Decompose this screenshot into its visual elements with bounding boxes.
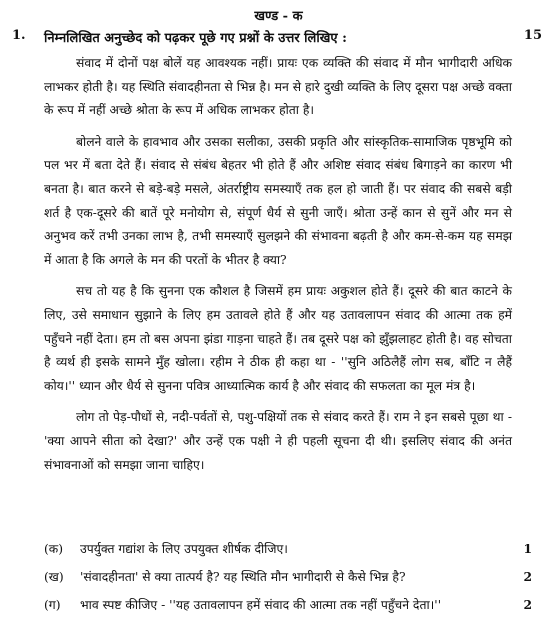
passage-paragraph-2: बोलने वाले के हावभाव और उसका सलीका, उसकी प्रकृति और सांस्कृतिक-सामाजिक पृष्ठभूमि को पल भर में बता देते हैं। संवाद से संबंध बेहतर भी होते हैं और अशिष्ट संवाद संबंध बिगाड़ने का कारण भी बनता है। बात करने से बड़े-बड़े मसले, अंतर्राष्ट्रीय समस्याएँ तक हल हो जाती हैं। पर संवाद की सबसे बड़ी शर्त है एक-दूसरे की बातें पूरे मनोयोग से, संपूर्ण धैर्य से सुनी जाएँ। श्रोता उन्हें कान से सुनें और मन से अनुभव करें तभी उनका लाभ है, तभी समस्याएँ सुलझने की संभावना बढ़ती है और कम-से-कम यह समझ में आता है कि अगले के मन की परतों के भीतर है क्या? <box>44 134 512 267</box>
sub-question-ka <box>44 538 532 566</box>
sub-questions <box>44 538 532 622</box>
sub-question-ga <box>44 594 532 622</box>
sub-question-kha <box>44 566 532 594</box>
question-text: निम्नलिखित अनुच्छेद को पढ़कर पूछे गए प्रश्नों के उत्तर लिखिए : <box>44 31 347 46</box>
sub-question-marks: 2 <box>523 597 532 612</box>
sub-question-label: (ग) <box>44 598 61 612</box>
passage-paragraph-3: सच तो यह है कि सुनना एक कौशल है जिसमें हम प्रायः अकुशल होते हैं। दूसरे की बात काटने के लिए, उसे समाधान सुझाने के लिए हम उतावले होते हैं और यह उतावलापन संवाद की आत्मा तक हमें पहुँचने नहीं देता। हम तो बस अपना झंडा गाड़ना चाहते हैं। तब दूसरे पक्ष को झुँझलाहट होती है। वह सोचता है व्यर्थ ही इसके सामने मुँह खोला। रहीम ने ठीक ही कहा था - ''सुनि अठिलैहैं लोग सब, बाँटि न लैहैं कोय।'' ध्यान और धैर्य से सुनना पवित्र आध्यात्मिक कार्य है और संवाद की सफलता का मूल मंत्र है। <box>44 284 512 393</box>
passage-paragraph-1: संवाद में दोनों पक्ष बोलें यह आवश्यक नहीं। प्रायः एक व्यक्ति की संवाद में मौन भागीदारी अधिक लाभकर होती है। यह स्थिति संवादहीनता से भिन्न है। मन से हारे दुखी व्यक्ति के लिए दूसरा पक्ष अच्छे वक्ता के रूप में नहीं अच्छे श्रोता के रूप में अधिक लाभकर होता है। <box>44 56 512 118</box>
sub-question-label: (ख) <box>44 570 64 584</box>
sub-question-text: 'संवादहीनता' से क्या तात्पर्य है? यह स्थिति मौन भागीदारी से कैसे भिन्न है? <box>80 570 406 584</box>
question-number: 1. <box>12 28 26 43</box>
section-title: खण्ड - क <box>254 9 303 24</box>
question-header <box>12 28 542 48</box>
passage <box>44 52 512 485</box>
sub-question-label: (क) <box>44 542 64 556</box>
question-marks: 15 <box>523 28 542 43</box>
passage-paragraph-4: लोग तो पेड़-पौधों से, नदी-पर्वतों से, पशु-पक्षियों तक से संवाद करते हैं। राम ने इन सबसे पूछा था - 'क्या आपने सीता को देखा?' और उन्हें एक पक्षी ने ही पहली सूचना दी थी। इसलिए संवाद की अनंत संभावनाओं को समझा जाना चाहिए। <box>44 410 512 472</box>
sub-question-text: भाव स्पष्ट कीजिए - ''यह उतावलापन हमें संवाद की आत्मा तक नहीं पहुँचने देता।'' <box>80 598 442 612</box>
sub-question-marks: 1 <box>523 541 532 556</box>
sub-question-text: उपर्युक्त गद्यांश के लिए उपयुक्त शीर्षक दीजिए। <box>80 542 288 556</box>
sub-question-marks: 2 <box>523 569 532 584</box>
